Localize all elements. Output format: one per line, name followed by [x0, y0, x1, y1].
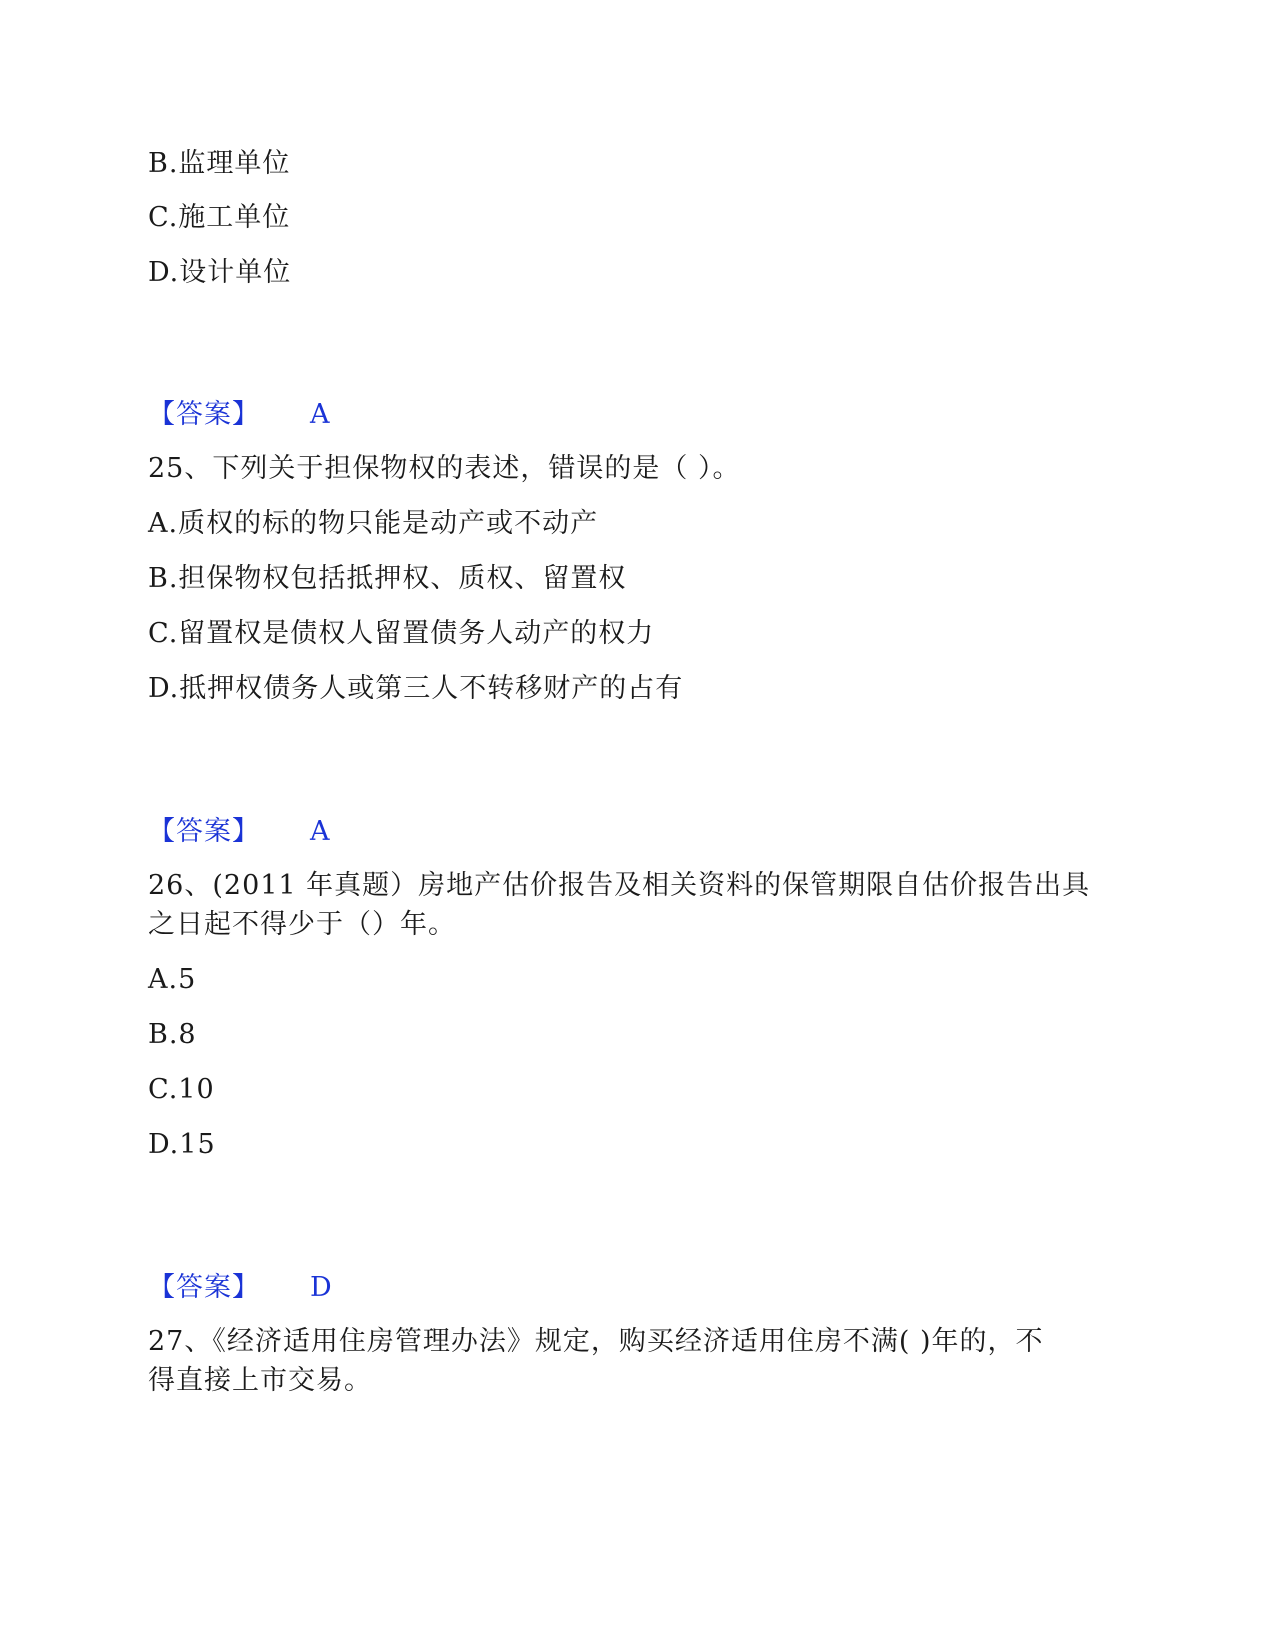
q26-question-line1: 26、(2011 年真题）房地产估价报告及相关资料的保管期限自估价报告出具: [148, 870, 1091, 901]
q26-answer: [148, 1271, 333, 1305]
q24-option-c: C.施工单位: [148, 202, 291, 233]
q24-option-d: D.设计单位: [148, 257, 292, 288]
q27-question-line1: 27、《经济适用住房管理办法》规定，购买经济适用住房不满( )年的，不: [148, 1326, 1044, 1357]
answer-value: A: [310, 816, 331, 847]
q25-answer: [148, 815, 331, 849]
q25-option-c: C.留置权是债权人留置债务人动产的权力: [148, 618, 655, 649]
answer-value: D: [310, 1272, 333, 1303]
q26-option-d: D.15: [148, 1129, 216, 1160]
q25-option-a: A.质权的标的物只能是动产或不动产: [148, 508, 599, 539]
q26-option-b: B.8: [148, 1019, 197, 1050]
answer-label: 【答案】: [148, 816, 260, 847]
q26-question-line2: 之日起不得少于（）年。: [148, 909, 456, 940]
q25-option-d: D.抵押权债务人或第三人不转移财产的占有: [148, 673, 684, 704]
answer-label: 【答案】: [148, 1272, 260, 1303]
q25-option-b: B.担保物权包括抵押权、质权、留置权: [148, 563, 627, 594]
q27-question-line2: 得直接上市交易。: [148, 1365, 372, 1396]
q24-option-b: B.监理单位: [148, 148, 291, 179]
q25-question: 25、下列关于担保物权的表述，错误的是（ ）。: [148, 453, 741, 484]
answer-label: 【答案】: [148, 399, 260, 430]
q26-option-a: A.5: [148, 964, 197, 995]
answer-value: A: [310, 399, 331, 430]
q26-option-c: C.10: [148, 1074, 215, 1105]
q24-answer: [148, 398, 331, 432]
